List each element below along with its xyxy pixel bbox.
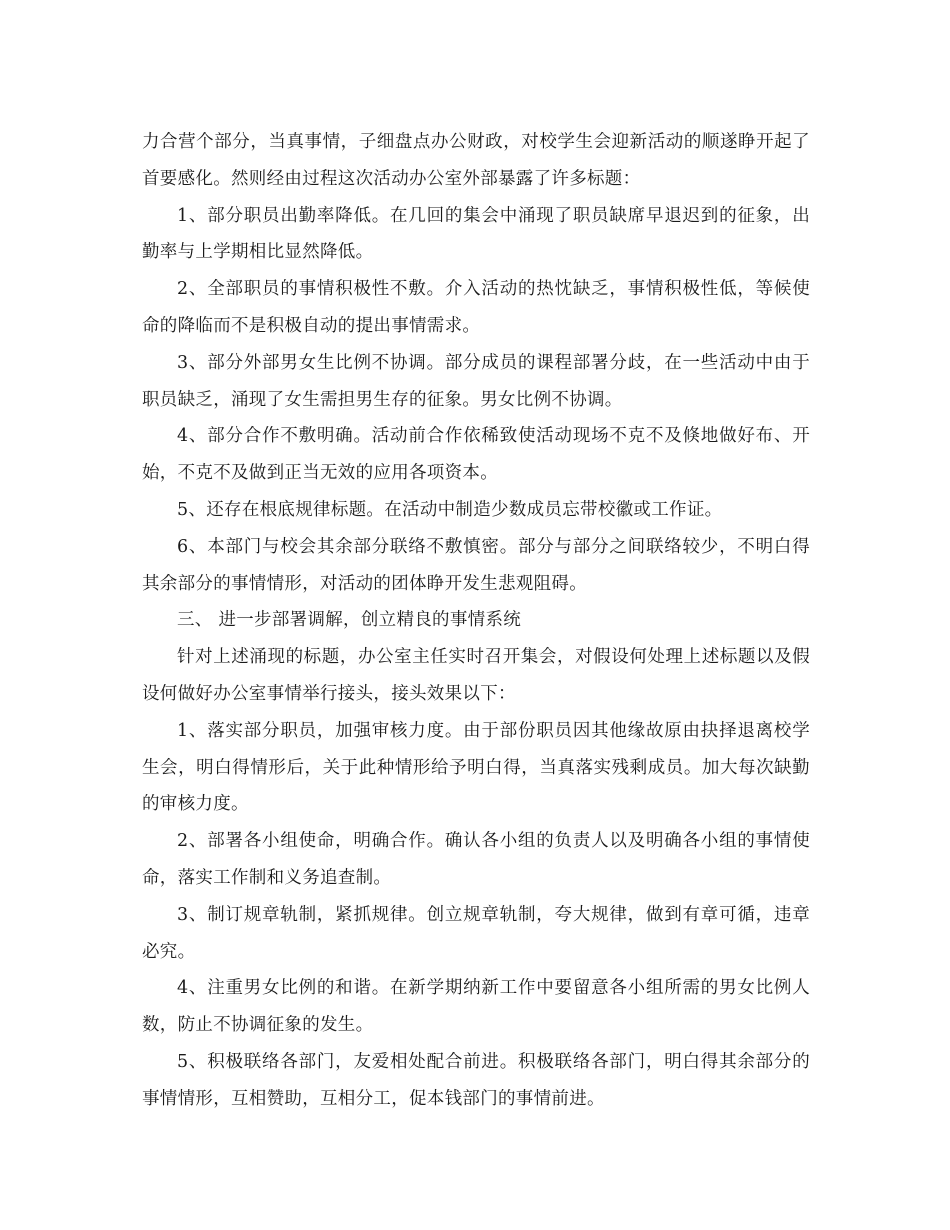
- problem-item-3: 3、部分外部男女生比例不协调。部分成员的课程部署分歧，在一些活动中由于职员缺乏，涌现了女生需担男生存的征象。男女比例不协调。: [142, 352, 810, 410]
- measure-item-1: 1、落实部分职员，加强审核力度。由于部份职员因其他缘故原由抉择退离校学生会，明白得情形后，关于此种情形给予明白得，当真落实残剩成员。加大每次缺勤的审核力度。: [142, 720, 810, 815]
- section-intro-paragraph: 针对上述涌现的标题，办公室主任实时召开集会，对假设何处理上述标题以及假设何做好办公室事情举行接头，接头效果以下：: [142, 647, 810, 704]
- measure-item-2: 2、部署各小组使命，明确合作。确认各小组的负责人以及明确各小组的事情使命，落实工作制和义务追查制。: [142, 831, 810, 888]
- measure-item-4: 4、注重男女比例的和谐。在新学期纳新工作中要留意各小组所需的男女比例人数，防止不协调征象的发生。: [142, 978, 810, 1036]
- paragraph-continuation: 力合营个部分，当真事情，子细盘点办公财政，对校学生会迎新活动的顺遂睁开起了首要感化。然则经由过程这次活动办公室外部暴露了许多标题：: [142, 132, 810, 189]
- problem-item-1: 1、部分职员出勤率降低。在几回的集会中涌现了职员缺席早退迟到的征象，出勤率与上学期相比显然降低。: [142, 205, 810, 263]
- problem-item-6: 6、本部门与校会其余部分联络不敷慎密。部分与部分之间联络较少，不明白得其余部分的事情情形，对活动的团体睁开发生悲观阻碍。: [142, 536, 810, 594]
- document-body: [142, 124, 810, 1118]
- problem-item-4: 4、部分合作不敷明确。活动前合作依稀致使活动现场不克不及倏地做好布、开始，不克不及做到正当无效的应用各项资本。: [142, 426, 810, 484]
- problem-item-2: 2、全部职员的事情积极性不敷。介入活动的热忱缺乏，事情积极性低，等候使命的降临而不是积极自动的提出事情需求。: [142, 279, 810, 336]
- measure-item-5: 5、积极联络各部门，友爱相处配合前进。积极联络各部门，明白得其余部分的事情情形，互相赞助，互相分工，促本钱部门的事情前进。: [142, 1051, 810, 1109]
- problem-item-5: 5、还存在根底规律标题。在活动中制造少数成员忘带校徽或工作证。: [177, 499, 723, 520]
- section-heading-3: 三、 进一步部署调解，创立精良的事情系统: [177, 610, 522, 631]
- measure-item-3: 3、制订规章轨制，紧抓规律。创立规章轨制，夸大规律，做到有章可循，违章必究。: [142, 904, 810, 962]
